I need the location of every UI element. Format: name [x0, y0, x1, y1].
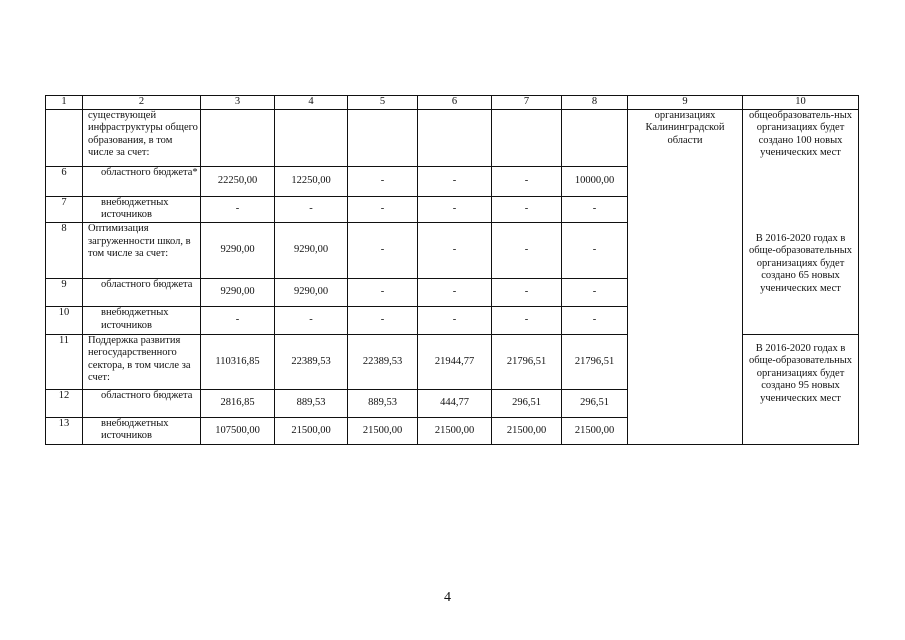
value-cell: 21500,00: [492, 417, 562, 444]
value-cell: 9290,00: [275, 223, 348, 279]
value-cell: -: [562, 196, 628, 222]
value-cell: -: [275, 196, 348, 222]
value-cell: 21500,00: [562, 417, 628, 444]
value-cell: [275, 109, 348, 167]
value-cell: [201, 109, 275, 167]
header-cell: 2: [83, 96, 201, 110]
row-description: внебюджетных источников: [83, 196, 201, 222]
value-cell: 889,53: [348, 390, 418, 417]
value-cell: 889,53: [275, 390, 348, 417]
value-cell: 444,77: [418, 390, 492, 417]
value-cell: -: [492, 307, 562, 334]
value-cell: -: [348, 223, 418, 279]
header-cell: 1: [46, 96, 83, 110]
result-cell-3: В 2016-2020 годах в обще-образовательных организациях будет создано 95 новых ученических мест: [743, 334, 859, 444]
value-cell: -: [201, 196, 275, 222]
value-cell: 21500,00: [418, 417, 492, 444]
row-number: [46, 109, 83, 167]
value-cell: 296,51: [562, 390, 628, 417]
row-number: 10: [46, 307, 83, 334]
value-cell: 110316,85: [201, 334, 275, 390]
value-cell: 22250,00: [201, 167, 275, 196]
value-cell: [418, 109, 492, 167]
header-cell: 7: [492, 96, 562, 110]
value-cell: -: [348, 307, 418, 334]
value-cell: 21796,51: [492, 334, 562, 390]
table-row: [46, 109, 859, 167]
value-cell: 296,51: [492, 390, 562, 417]
executor-cell: организациях Калининградской области: [628, 109, 743, 444]
row-number: 9: [46, 278, 83, 306]
value-cell: -: [418, 223, 492, 279]
value-cell: -: [418, 196, 492, 222]
value-cell: -: [492, 167, 562, 196]
row-number: 12: [46, 390, 83, 417]
value-cell: -: [348, 278, 418, 306]
result-cell-1: общеобразователь-ных организациях будет создано 100 новых ученических мест: [743, 109, 859, 222]
value-cell: -: [201, 307, 275, 334]
value-cell: -: [348, 167, 418, 196]
row-description: областного бюджета: [83, 278, 201, 306]
value-cell: -: [562, 223, 628, 279]
row-description: внебюджетных источников: [83, 307, 201, 334]
header-cell: 10: [743, 96, 859, 110]
value-cell: -: [492, 278, 562, 306]
value-cell: -: [562, 278, 628, 306]
program-table: [45, 95, 859, 445]
page-number: 4: [444, 590, 451, 605]
value-cell: 22389,53: [348, 334, 418, 390]
value-cell: 9290,00: [201, 223, 275, 279]
row-description: Оптимизация загруженности школ, в том числе за счет:: [83, 223, 201, 279]
value-cell: 22389,53: [275, 334, 348, 390]
value-cell: 10000,00: [562, 167, 628, 196]
header-cell: 3: [201, 96, 275, 110]
row-number: 7: [46, 196, 83, 222]
value-cell: 21944,77: [418, 334, 492, 390]
row-number: 11: [46, 334, 83, 390]
value-cell: 9290,00: [201, 278, 275, 306]
value-cell: -: [418, 307, 492, 334]
row-description: существующей инфраструктуры общего образования, в том числе за счет:: [83, 109, 201, 167]
value-cell: [492, 109, 562, 167]
value-cell: -: [348, 196, 418, 222]
value-cell: -: [275, 307, 348, 334]
value-cell: [348, 109, 418, 167]
value-cell: 21500,00: [275, 417, 348, 444]
header-cell: 6: [418, 96, 492, 110]
value-cell: [562, 109, 628, 167]
value-cell: -: [492, 223, 562, 279]
value-cell: 2816,85: [201, 390, 275, 417]
row-number: 13: [46, 417, 83, 444]
row-description: областного бюджета*: [83, 167, 201, 196]
row-description: Поддержка развития негосударственного сектора, в том числе за счет:: [83, 334, 201, 390]
result-cell-2: В 2016-2020 годах в обще-образовательных организациях будет создано 65 новых ученических мест: [743, 223, 859, 334]
header-cell: 9: [628, 96, 743, 110]
value-cell: -: [492, 196, 562, 222]
value-cell: 21500,00: [348, 417, 418, 444]
value-cell: -: [562, 307, 628, 334]
row-description: областного бюджета: [83, 390, 201, 417]
header-cell: 4: [275, 96, 348, 110]
header-cell: 5: [348, 96, 418, 110]
row-description: внебюджетных источников: [83, 417, 201, 444]
row-number: 6: [46, 167, 83, 196]
value-cell: -: [418, 167, 492, 196]
value-cell: -: [418, 278, 492, 306]
value-cell: 9290,00: [275, 278, 348, 306]
row-number: 8: [46, 223, 83, 279]
header-cell: 8: [562, 96, 628, 110]
value-cell: 21796,51: [562, 334, 628, 390]
header-row: [46, 96, 859, 110]
value-cell: 12250,00: [275, 167, 348, 196]
value-cell: 107500,00: [201, 417, 275, 444]
